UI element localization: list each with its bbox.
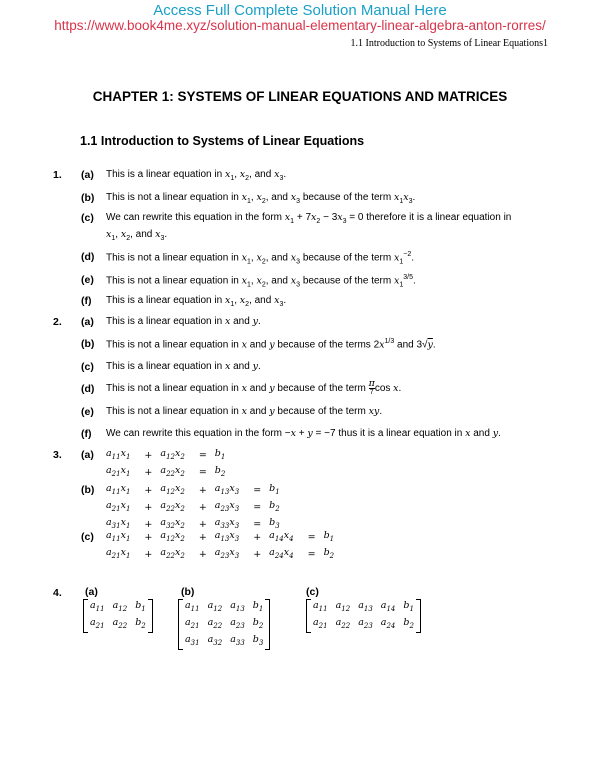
linear-system-3a: $a_{11}x_1$ + $a_{12}x_2$ = $b_1$ $a_{21}x_1$ + $a_{22}x_2$ = $b_2$ xyxy=(106,448,226,478)
answer-2d: This is not a linear equation in x and y because of the term $\frac{\pi}{7}$ cos x. xyxy=(106,378,402,396)
answer-1d: This is not a linear equation in $x_1$, $x_2$, and $x_3$ because of the term $x_1^{-2}$. xyxy=(106,251,415,266)
answer-2b: This is not a linear equation in x and y because of the terms $2x^{1/3}$ and 3√y. xyxy=(106,338,436,351)
part-label: (d) xyxy=(81,383,95,395)
question-number: 1. xyxy=(53,169,62,181)
answer-2e: This is not a linear equation in x and y because of the term xy. xyxy=(106,406,383,417)
answer-1f: This is a linear equation in $x_1$, $x_2$, and $x_3$. xyxy=(106,295,287,308)
part-label: (a) xyxy=(81,169,94,181)
download-banner-title[interactable]: Access Full Complete Solution Manual Here xyxy=(153,2,447,19)
answer-1c-cont: $x_1$, $x_2$, and $x_3$. xyxy=(106,229,168,242)
part-label: (c) xyxy=(81,361,94,373)
part-label: (b) xyxy=(181,586,195,598)
answer-1c: We can rewrite this equation in the form $x_1 + 7x_2 - 3x_3 = 0$ therefore it is a linear equation in xyxy=(106,212,512,225)
part-label: (e) xyxy=(81,274,94,286)
chapter-title: CHAPTER 1: SYSTEMS OF LINEAR EQUATIONS AND MATRICES xyxy=(92,89,508,104)
part-label: (a) xyxy=(85,586,98,598)
linear-system-3b: $a_{11}x_1$ + $a_{12}x_2$ + $a_{13}x_3$ = $b_1$ $a_{21}x_1$ + $a_{22}x_2$ + $a_{23}x_3$ = $b_2$ $a_{31}x_1$ + $a_{32}x_2$ + $a_{33}x_3$ = $b_3$ xyxy=(106,483,280,530)
section-title: 1.1 Introduction to Systems of Linear Equations xyxy=(80,134,365,148)
part-label: (d) xyxy=(81,251,95,263)
part-label: (c) xyxy=(306,586,319,598)
answer-2a: This is a linear equation in x and y. xyxy=(106,316,261,327)
part-label: (b) xyxy=(81,338,95,350)
part-label: (e) xyxy=(81,406,94,418)
question-number: 2. xyxy=(53,316,62,328)
part-label: (a) xyxy=(81,449,94,461)
part-label: (f) xyxy=(81,428,92,440)
download-banner-url[interactable]: https://www.book4me.xyz/solution-manual-elementary-linear-algebra-anton-rorres/ xyxy=(54,18,546,33)
part-label: (c) xyxy=(81,212,94,224)
page-number: 1 xyxy=(543,38,548,49)
answer-1a: This is a linear equation in $x_1$, $x_2$, and $x_3$. xyxy=(106,169,287,182)
answer-1e: This is not a linear equation in $x_1$, $x_2$, and $x_3$ because of the term $x_1^{3/5}$. xyxy=(106,274,416,289)
part-label: (a) xyxy=(81,316,94,328)
augmented-matrix-4b: $a_{11}$ $a_{12}$ $a_{13}$ $b_1$ $a_{21}$ $a_{22}$ $a_{23}$ $b_2$ $a_{31}$ $a_{32}$ $a_{33}$ $b_3$ xyxy=(178,599,270,650)
augmented-matrix-4a: $a_{11}$ $a_{12}$ $b_1$ $a_{21}$ $a_{22}$ $b_2$ xyxy=(83,599,153,633)
running-head: 1.1 Introduction to Systems of Linear Equations xyxy=(350,38,543,49)
part-label: (f) xyxy=(81,295,92,307)
answer-2c: This is a linear equation in x and y. xyxy=(106,361,261,372)
part-label: (b) xyxy=(81,192,95,204)
linear-system-3c: $a_{11}x_1$ + $a_{12}x_2$ + $a_{13}x_3$ + $a_{14}x_4$ = $b_1$ $a_{21}x_1$ + $a_{22}x_2$ + $a_{23}x_3$ + $a_{24}x_4$ = $b_2$ xyxy=(106,530,335,560)
question-number: 4. xyxy=(53,587,62,599)
question-number: 3. xyxy=(53,449,62,461)
answer-2f: We can rewrite this equation in the form −x + y = −7 thus it is a linear equation in x and y. xyxy=(106,428,501,439)
part-label: (b) xyxy=(81,484,95,496)
augmented-matrix-4c: $a_{11}$ $a_{12}$ $a_{13}$ $a_{14}$ $b_1$ $a_{21}$ $a_{22}$ $a_{23}$ $a_{24}$ $b_2$ xyxy=(306,599,421,633)
answer-1b: This is not a linear equation in $x_1$, $x_2$, and $x_3$ because of the term $x_1x_3$. xyxy=(106,192,416,205)
part-label: (c) xyxy=(81,531,94,543)
